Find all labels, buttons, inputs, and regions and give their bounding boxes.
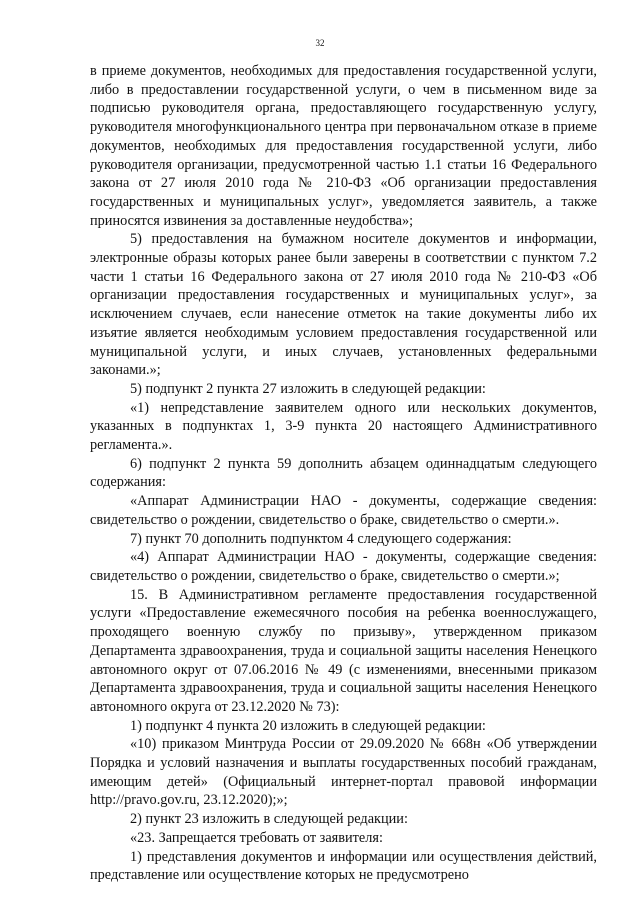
paragraph: «10) приказом Минтруда России от 29.09.2020 № 668н «Об утверждении Порядка и условий назначения и выплаты государственных пособий гражданам, имеющим детей» (Официальный интернет-портал правовой информации http://pravo.gov.ru, 23.12.2020);»; (90, 736, 597, 809)
paragraph: «23. Запрещается требовать от заявителя: (130, 829, 383, 846)
paragraph: 15. В Административном регламенте предоставления государственной услуги «Предоставление ежемесячного пособия на ребенка военнослужащего, проходящего военную службу по призыву», утвержденном приказом Департамента здравоохранения, труда и социальной защиты населения Ненецкого автономного округ от 07.06.2016 № 49 (с изменениями, внесенными приказом Департамента здравоохранения, труда и социальной защиты населения Ненецкого автономного округа от 23.12.2020 № 73): (90, 586, 597, 715)
paragraph: «Аппарат Администрации НАО - документы, содержащие сведения: свидетельство о рождении, свидетельство о браке, свидетельство о смерти.». (90, 493, 597, 528)
paragraph: 5) подпункт 2 пункта 27 изложить в следующей редакции: (130, 380, 486, 397)
paragraph: 1) представления документов и информации или осуществления действий, представление или осуществление которых не предусмотрено (90, 848, 597, 884)
paragraph: в приеме документов, необходимых для предоставления государственной услуги, либо в предоставлении государственной услуги, о чем в письменном виде за подписью руководителя органа, предоставляющего государственную услугу, руководителя многофункционального центра при первоначальном отказе в приеме документов, необходимых для предоставления государственной услуги, либо руководителя организации, предусмотренной частью 1.1 статьи 16 Федерального закона от 27 июля 2010 года № 210-ФЗ «Об организации предоставления государственных и муниципальных услуг», уведомляется заявитель, а также приносятся извинения за доставленные неудобства»; (90, 63, 597, 229)
paragraph: 1) подпункт 4 пункта 20 изложить в следующей редакции: (130, 717, 486, 734)
page-number: 32 (315, 38, 325, 48)
paragraph: 6) подпункт 2 пункта 59 дополнить абзацем одиннадцатым следующего содержания: (90, 455, 597, 491)
paragraph: 5) предоставления на бумажном носителе документов и информации, электронные образы которых ранее были заверены в соответствии с пунктом 7.2 части 1 статьи 16 Федерального закона от 27 июля 2010 года № 210-ФЗ «Об организации предоставления государственных и муниципальных услуг», за исключением случаев, если нанесение отметок на такие документы либо их изъятие является необходимым условием предоставления государственной или муниципальной услуги, и иных случаев, установленных федеральными законами.»; (90, 231, 597, 379)
paragraph: 2) пункт 23 изложить в следующей редакции: (130, 811, 408, 828)
paragraph: «1) непредставление заявителем одного или нескольких документов, указанных в подпунктах 1, 3-9 пункта 20 настоящего Административного регламента.». (90, 399, 597, 454)
document-body (90, 62, 597, 885)
paragraph: «4) Аппарат Администрации НАО - документы, содержащие сведения: свидетельство о рождении, свидетельство о браке, свидетельство о смерти.»; (90, 549, 597, 584)
paragraph: 7) пункт 70 дополнить подпунктом 4 следующего содержания: (130, 530, 512, 547)
